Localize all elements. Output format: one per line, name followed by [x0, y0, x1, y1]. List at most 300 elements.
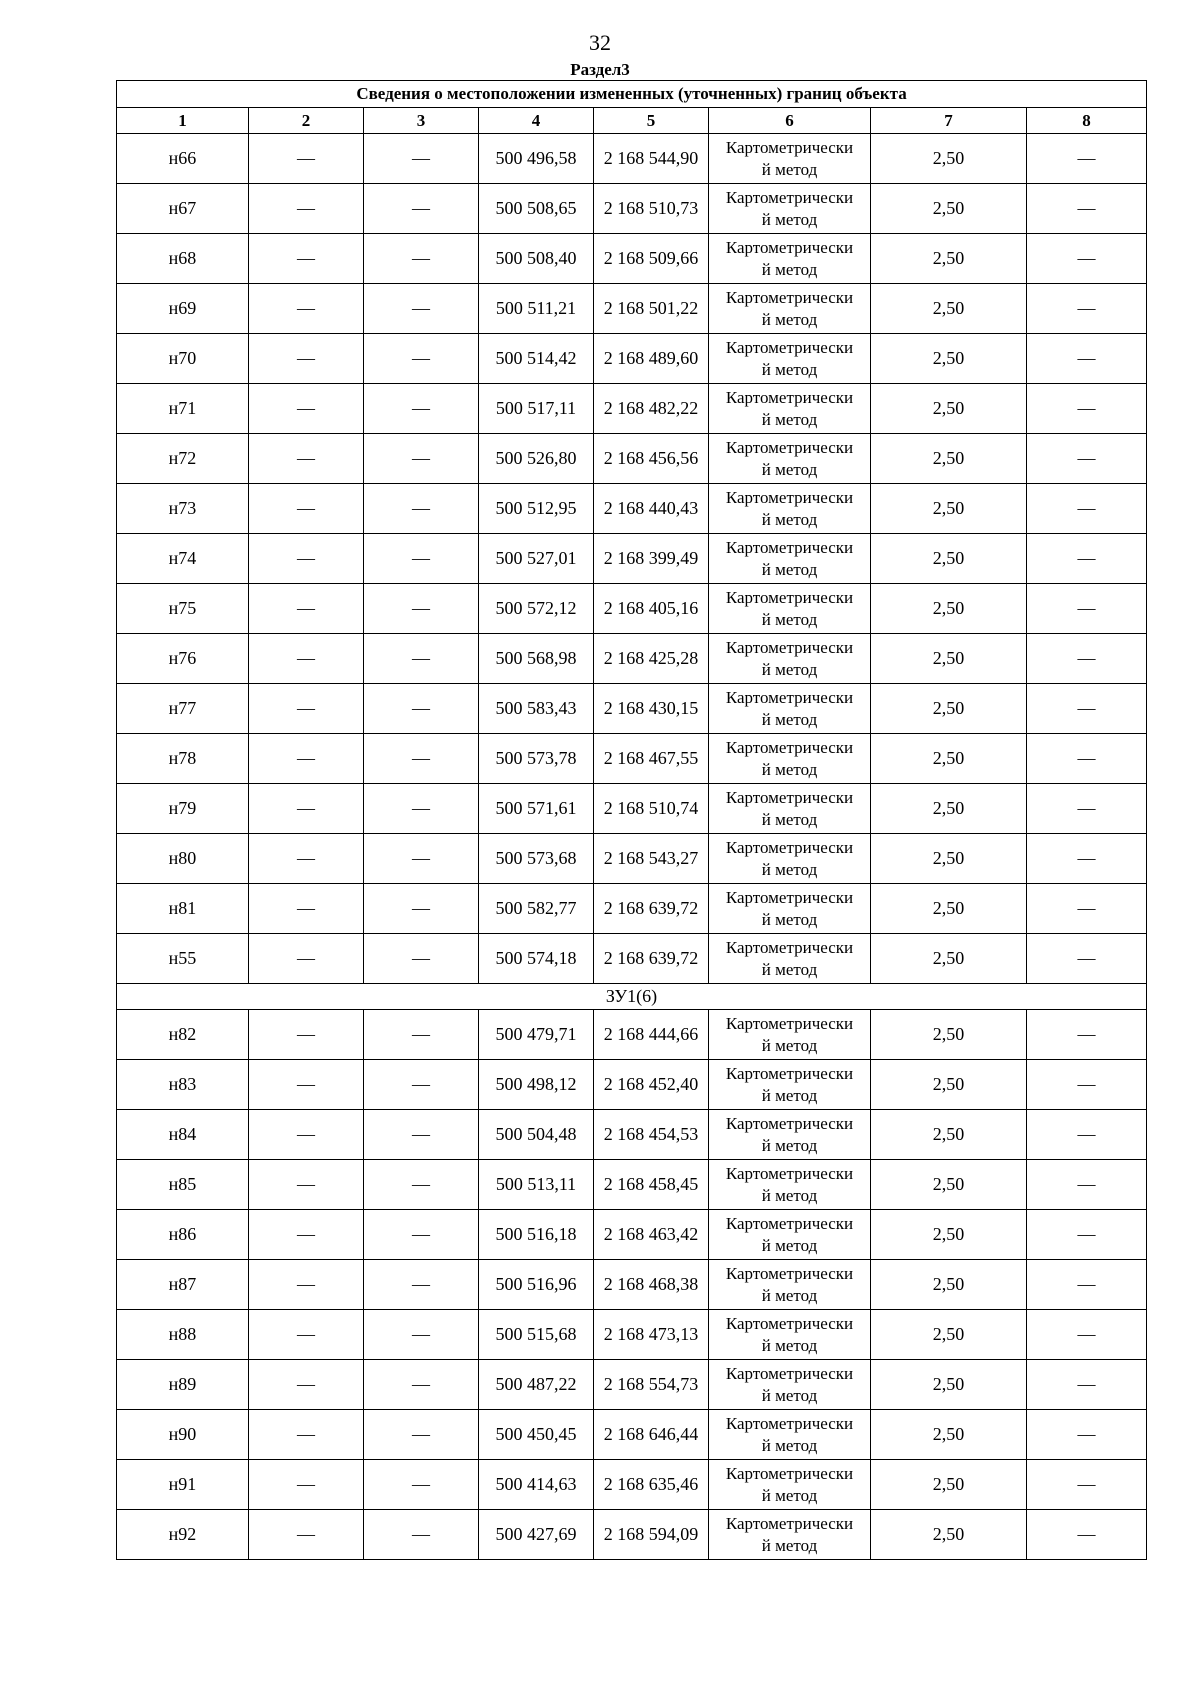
point-name-cell: н88 — [117, 1310, 249, 1360]
table-row — [117, 934, 1147, 984]
point-name-cell: н87 — [117, 1260, 249, 1310]
dash-cell: — — [364, 784, 479, 834]
method-text-line-1: Картометрически — [725, 837, 854, 857]
method-text-line-2: й метод — [761, 1485, 818, 1505]
dash-cell: — — [364, 684, 479, 734]
accuracy-cell: 2,50 — [871, 1310, 1027, 1360]
dash-cell: — — [364, 184, 479, 234]
dash-cell: — — [249, 1460, 364, 1510]
table-row — [117, 834, 1147, 884]
method-text-line-2: й метод — [761, 359, 818, 379]
page-number: 32 — [589, 30, 611, 55]
dash-cell: — — [249, 1110, 364, 1160]
method-text-line-1: Картометрически — [725, 1413, 854, 1433]
method-text-line-1: Картометрически — [725, 1313, 854, 1333]
y-coordinate-cell: 2 168 463,42 — [594, 1210, 709, 1260]
table-row — [117, 1510, 1147, 1560]
x-coordinate-cell: 500 508,65 — [479, 184, 594, 234]
y-coordinate-cell: 2 168 489,60 — [594, 334, 709, 384]
dash-cell: — — [1027, 384, 1147, 434]
table-row — [117, 634, 1147, 684]
group-label: ЗУ1(6) — [117, 984, 1147, 1010]
method-text-line-2: й метод — [761, 609, 818, 629]
dash-cell: — — [1027, 234, 1147, 284]
point-name-cell: н80 — [117, 834, 249, 884]
table-row — [117, 1110, 1147, 1160]
dash-cell: — — [364, 334, 479, 384]
dash-cell: — — [249, 384, 364, 434]
dash-cell: — — [1027, 1510, 1147, 1560]
accuracy-cell: 2,50 — [871, 684, 1027, 734]
table-row — [117, 184, 1147, 234]
method-text-line-1: Картометрически — [725, 537, 854, 557]
point-name-cell: н68 — [117, 234, 249, 284]
accuracy-cell: 2,50 — [871, 1160, 1027, 1210]
point-name-cell: н91 — [117, 1460, 249, 1510]
column-header-1: 1 — [117, 108, 249, 134]
table-row — [117, 784, 1147, 834]
table-row — [117, 1360, 1147, 1410]
dash-cell: — — [364, 1410, 479, 1460]
table-title-row — [117, 81, 1147, 108]
column-header-6: 6 — [709, 108, 871, 134]
table-row — [117, 1460, 1147, 1510]
x-coordinate-cell: 500 496,58 — [479, 134, 594, 184]
dash-cell: — — [1027, 634, 1147, 684]
y-coordinate-cell: 2 168 501,22 — [594, 284, 709, 334]
y-coordinate-cell: 2 168 440,43 — [594, 484, 709, 534]
y-coordinate-cell: 2 168 425,28 — [594, 634, 709, 684]
method-cell — [709, 284, 871, 334]
method-text-line-1: Картометрически — [725, 1013, 854, 1033]
method-text-line-1: Картометрически — [725, 437, 854, 457]
dash-cell: — — [364, 384, 479, 434]
y-coordinate-cell: 2 168 646,44 — [594, 1410, 709, 1460]
method-text-line-2: й метод — [761, 259, 818, 279]
dash-cell: — — [249, 684, 364, 734]
method-cell — [709, 1210, 871, 1260]
dash-cell: — — [364, 634, 479, 684]
accuracy-cell: 2,50 — [871, 634, 1027, 684]
dash-cell: — — [1027, 1460, 1147, 1510]
x-coordinate-cell: 500 573,78 — [479, 734, 594, 784]
method-text-line-1: Картометрически — [725, 1463, 854, 1483]
point-name-cell: н70 — [117, 334, 249, 384]
table-row — [117, 584, 1147, 634]
accuracy-cell: 2,50 — [871, 484, 1027, 534]
y-coordinate-cell: 2 168 639,72 — [594, 884, 709, 934]
x-coordinate-cell: 500 574,18 — [479, 934, 594, 984]
point-name-cell: н78 — [117, 734, 249, 784]
dash-cell: — — [364, 584, 479, 634]
method-cell — [709, 134, 871, 184]
dash-cell: — — [364, 534, 479, 584]
method-text-line-2: й метод — [761, 1185, 818, 1205]
dash-cell: — — [249, 134, 364, 184]
accuracy-cell: 2,50 — [871, 384, 1027, 434]
method-text-line-2: й метод — [761, 809, 818, 829]
method-text-line-2: й метод — [761, 1385, 818, 1405]
y-coordinate-cell: 2 168 473,13 — [594, 1310, 709, 1360]
method-text-line-1: Картометрически — [725, 737, 854, 757]
method-text-line-1: Картометрически — [725, 1113, 854, 1133]
dash-cell: — — [1027, 434, 1147, 484]
dash-cell: — — [249, 934, 364, 984]
table-row — [117, 434, 1147, 484]
method-cell — [709, 1360, 871, 1410]
method-text-line-1: Картометрически — [725, 1163, 854, 1183]
accuracy-cell: 2,50 — [871, 1460, 1027, 1510]
method-text-line-1: Картометрически — [725, 487, 854, 507]
y-coordinate-cell: 2 168 456,56 — [594, 434, 709, 484]
method-text-line-1: Картометрически — [725, 1213, 854, 1233]
dash-cell: — — [249, 584, 364, 634]
dash-cell: — — [1027, 534, 1147, 584]
table-row — [117, 1410, 1147, 1460]
dash-cell: — — [364, 934, 479, 984]
method-text-line-1: Картометрически — [725, 187, 854, 207]
point-name-cell: н84 — [117, 1110, 249, 1160]
method-text-line-2: й метод — [761, 209, 818, 229]
dash-cell: — — [1027, 484, 1147, 534]
method-text-line-1: Картометрически — [725, 637, 854, 657]
method-text-line-1: Картометрически — [725, 887, 854, 907]
method-cell — [709, 1410, 871, 1460]
method-cell — [709, 434, 871, 484]
coordinates-table — [116, 80, 1147, 1560]
point-name-cell: н75 — [117, 584, 249, 634]
table-row — [117, 134, 1147, 184]
x-coordinate-cell: 500 514,42 — [479, 334, 594, 384]
dash-cell: — — [364, 1010, 479, 1060]
accuracy-cell: 2,50 — [871, 1010, 1027, 1060]
method-cell — [709, 884, 871, 934]
dash-cell: — — [249, 484, 364, 534]
dash-cell: — — [249, 884, 364, 934]
point-name-cell: н74 — [117, 534, 249, 584]
dash-cell: — — [249, 1310, 364, 1360]
table-row — [117, 1210, 1147, 1260]
x-coordinate-cell: 500 513,11 — [479, 1160, 594, 1210]
column-header-3: 3 — [364, 108, 479, 134]
method-text-line-1: Картометрически — [725, 787, 854, 807]
method-text-line-2: й метод — [761, 309, 818, 329]
dash-cell: — — [249, 634, 364, 684]
accuracy-cell: 2,50 — [871, 284, 1027, 334]
method-text-line-1: Картометрически — [725, 387, 854, 407]
dash-cell: — — [1027, 334, 1147, 384]
point-name-cell: н66 — [117, 134, 249, 184]
accuracy-cell: 2,50 — [871, 1060, 1027, 1110]
section-label: Раздел3 — [570, 60, 630, 79]
method-text-line-2: й метод — [761, 1085, 818, 1105]
x-coordinate-cell: 500 511,21 — [479, 284, 594, 334]
dash-cell: — — [364, 834, 479, 884]
method-text-line-1: Картометрически — [725, 1513, 854, 1533]
point-name-cell: н82 — [117, 1010, 249, 1060]
accuracy-cell: 2,50 — [871, 734, 1027, 784]
point-name-cell: н76 — [117, 634, 249, 684]
point-name-cell: н79 — [117, 784, 249, 834]
x-coordinate-cell: 500 427,69 — [479, 1510, 594, 1560]
dash-cell: — — [364, 284, 479, 334]
dash-cell: — — [364, 734, 479, 784]
method-cell — [709, 534, 871, 584]
table-header-row — [117, 108, 1147, 134]
accuracy-cell: 2,50 — [871, 434, 1027, 484]
x-coordinate-cell: 500 414,63 — [479, 1460, 594, 1510]
point-name-cell: н81 — [117, 884, 249, 934]
method-text-line-2: й метод — [761, 559, 818, 579]
dash-cell: — — [1027, 884, 1147, 934]
y-coordinate-cell: 2 168 544,90 — [594, 134, 709, 184]
table-row — [117, 1310, 1147, 1360]
dash-cell: — — [364, 1360, 479, 1410]
accuracy-cell: 2,50 — [871, 234, 1027, 284]
method-cell — [709, 1510, 871, 1560]
dash-cell: — — [1027, 834, 1147, 884]
point-name-cell: н85 — [117, 1160, 249, 1210]
dash-cell: — — [249, 184, 364, 234]
column-header-2: 2 — [249, 108, 364, 134]
dash-cell: — — [364, 234, 479, 284]
x-coordinate-cell: 500 516,96 — [479, 1260, 594, 1310]
accuracy-cell: 2,50 — [871, 334, 1027, 384]
method-text-line-1: Картометрически — [725, 1063, 854, 1083]
dash-cell: — — [249, 1060, 364, 1110]
dash-cell: — — [364, 1310, 479, 1360]
x-coordinate-cell: 500 572,12 — [479, 584, 594, 634]
dash-cell: — — [249, 334, 364, 384]
y-coordinate-cell: 2 168 639,72 — [594, 934, 709, 984]
method-text-line-2: й метод — [761, 1135, 818, 1155]
dash-cell: — — [249, 784, 364, 834]
dash-cell: — — [364, 1210, 479, 1260]
dash-cell: — — [1027, 134, 1147, 184]
x-coordinate-cell: 500 517,11 — [479, 384, 594, 434]
group-row — [117, 984, 1147, 1010]
dash-cell: — — [249, 434, 364, 484]
method-text-line-2: й метод — [761, 159, 818, 179]
table-row — [117, 1010, 1147, 1060]
dash-cell: — — [1027, 1010, 1147, 1060]
method-cell — [709, 334, 871, 384]
accuracy-cell: 2,50 — [871, 584, 1027, 634]
table-row — [117, 284, 1147, 334]
column-header-5: 5 — [594, 108, 709, 134]
accuracy-cell: 2,50 — [871, 834, 1027, 884]
point-name-cell: н69 — [117, 284, 249, 334]
dash-cell: — — [364, 134, 479, 184]
y-coordinate-cell: 2 168 458,45 — [594, 1160, 709, 1210]
dash-cell: — — [249, 1360, 364, 1410]
dash-cell: — — [364, 484, 479, 534]
method-text-line-2: й метод — [761, 859, 818, 879]
method-cell — [709, 734, 871, 784]
x-coordinate-cell: 500 504,48 — [479, 1110, 594, 1160]
dash-cell: — — [1027, 1160, 1147, 1210]
dash-cell: — — [249, 1410, 364, 1460]
y-coordinate-cell: 2 168 510,73 — [594, 184, 709, 234]
table-row — [117, 884, 1147, 934]
point-name-cell: н92 — [117, 1510, 249, 1560]
x-coordinate-cell: 500 512,95 — [479, 484, 594, 534]
x-coordinate-cell: 500 508,40 — [479, 234, 594, 284]
accuracy-cell: 2,50 — [871, 1110, 1027, 1160]
accuracy-cell: 2,50 — [871, 934, 1027, 984]
accuracy-cell: 2,50 — [871, 1510, 1027, 1560]
method-text-line-1: Картометрически — [725, 687, 854, 707]
method-cell — [709, 184, 871, 234]
accuracy-cell: 2,50 — [871, 1360, 1027, 1410]
method-cell — [709, 1110, 871, 1160]
method-text-line-2: й метод — [761, 1335, 818, 1355]
x-coordinate-cell: 500 487,22 — [479, 1360, 594, 1410]
dash-cell: — — [249, 284, 364, 334]
dash-cell: — — [364, 1260, 479, 1310]
y-coordinate-cell: 2 168 405,16 — [594, 584, 709, 634]
method-cell — [709, 934, 871, 984]
x-coordinate-cell: 500 583,43 — [479, 684, 594, 734]
method-cell — [709, 634, 871, 684]
method-text-line-1: Картометрически — [725, 237, 854, 257]
point-name-cell: н72 — [117, 434, 249, 484]
dash-cell: — — [1027, 1310, 1147, 1360]
method-text-line-2: й метод — [761, 1035, 818, 1055]
point-name-cell: н77 — [117, 684, 249, 734]
dash-cell: — — [1027, 684, 1147, 734]
dash-cell: — — [1027, 284, 1147, 334]
dash-cell: — — [364, 434, 479, 484]
method-cell — [709, 1010, 871, 1060]
method-cell — [709, 1310, 871, 1360]
method-text-line-2: й метод — [761, 659, 818, 679]
table-row — [117, 734, 1147, 784]
dash-cell: — — [249, 1160, 364, 1210]
dash-cell: — — [1027, 584, 1147, 634]
method-text-line-1: Картометрически — [725, 287, 854, 307]
x-coordinate-cell: 500 573,68 — [479, 834, 594, 884]
table-row — [117, 1060, 1147, 1110]
column-header-7: 7 — [871, 108, 1027, 134]
dash-cell: — — [249, 534, 364, 584]
method-text-line-2: й метод — [761, 959, 818, 979]
accuracy-cell: 2,50 — [871, 184, 1027, 234]
x-coordinate-cell: 500 527,01 — [479, 534, 594, 584]
method-cell — [709, 484, 871, 534]
method-text-line-1: Картометрически — [725, 137, 854, 157]
dash-cell: — — [364, 1160, 479, 1210]
method-text-line-1: Картометрически — [725, 937, 854, 957]
point-name-cell: н83 — [117, 1060, 249, 1110]
method-text-line-1: Картометрически — [725, 587, 854, 607]
table-title: Сведения о местоположении измененных (уточненных) границ объекта — [117, 81, 1147, 108]
accuracy-cell: 2,50 — [871, 134, 1027, 184]
dash-cell: — — [1027, 734, 1147, 784]
y-coordinate-cell: 2 168 452,40 — [594, 1060, 709, 1110]
table-row — [117, 534, 1147, 584]
method-text-line-1: Картометрически — [725, 1363, 854, 1383]
dash-cell: — — [1027, 934, 1147, 984]
point-name-cell: н89 — [117, 1360, 249, 1410]
table-row — [117, 1160, 1147, 1210]
method-text-line-2: й метод — [761, 709, 818, 729]
dash-cell: — — [249, 734, 364, 784]
method-cell — [709, 1460, 871, 1510]
y-coordinate-cell: 2 168 468,38 — [594, 1260, 709, 1310]
x-coordinate-cell: 500 568,98 — [479, 634, 594, 684]
accuracy-cell: 2,50 — [871, 534, 1027, 584]
method-text-line-1: Картометрически — [725, 1263, 854, 1283]
point-name-cell: н67 — [117, 184, 249, 234]
dash-cell: — — [364, 1110, 479, 1160]
point-name-cell: н73 — [117, 484, 249, 534]
method-text-line-2: й метод — [761, 759, 818, 779]
dash-cell: — — [364, 1060, 479, 1110]
accuracy-cell: 2,50 — [871, 784, 1027, 834]
point-name-cell: н55 — [117, 934, 249, 984]
point-name-cell: н71 — [117, 384, 249, 434]
y-coordinate-cell: 2 168 554,73 — [594, 1360, 709, 1410]
table-row — [117, 334, 1147, 384]
accuracy-cell: 2,50 — [871, 1210, 1027, 1260]
x-coordinate-cell: 500 479,71 — [479, 1010, 594, 1060]
x-coordinate-cell: 500 582,77 — [479, 884, 594, 934]
dash-cell: — — [249, 234, 364, 284]
point-name-cell: н86 — [117, 1210, 249, 1260]
dash-cell: — — [1027, 1110, 1147, 1160]
x-coordinate-cell: 500 526,80 — [479, 434, 594, 484]
method-cell — [709, 1060, 871, 1110]
method-text-line-1: Картометрически — [725, 337, 854, 357]
x-coordinate-cell: 500 515,68 — [479, 1310, 594, 1360]
dash-cell: — — [1027, 784, 1147, 834]
y-coordinate-cell: 2 168 430,15 — [594, 684, 709, 734]
accuracy-cell: 2,50 — [871, 884, 1027, 934]
dash-cell: — — [364, 1460, 479, 1510]
method-cell — [709, 234, 871, 284]
x-coordinate-cell: 500 571,61 — [479, 784, 594, 834]
dash-cell: — — [249, 1210, 364, 1260]
accuracy-cell: 2,50 — [871, 1410, 1027, 1460]
y-coordinate-cell: 2 168 482,22 — [594, 384, 709, 434]
method-cell — [709, 1160, 871, 1210]
dash-cell: — — [249, 1510, 364, 1560]
dash-cell: — — [364, 884, 479, 934]
y-coordinate-cell: 2 168 509,66 — [594, 234, 709, 284]
y-coordinate-cell: 2 168 444,66 — [594, 1010, 709, 1060]
method-cell — [709, 684, 871, 734]
x-coordinate-cell: 500 498,12 — [479, 1060, 594, 1110]
method-text-line-2: й метод — [761, 459, 818, 479]
method-text-line-2: й метод — [761, 1285, 818, 1305]
x-coordinate-cell: 500 450,45 — [479, 1410, 594, 1460]
dash-cell: — — [1027, 184, 1147, 234]
point-name-cell: н90 — [117, 1410, 249, 1460]
dash-cell: — — [1027, 1410, 1147, 1460]
method-text-line-2: й метод — [761, 1535, 818, 1555]
method-text-line-2: й метод — [761, 509, 818, 529]
dash-cell: — — [1027, 1260, 1147, 1310]
y-coordinate-cell: 2 168 635,46 — [594, 1460, 709, 1510]
dash-cell: — — [364, 1510, 479, 1560]
table-row — [117, 484, 1147, 534]
table-row — [117, 684, 1147, 734]
method-cell — [709, 1260, 871, 1310]
method-cell — [709, 384, 871, 434]
table-row — [117, 1260, 1147, 1310]
y-coordinate-cell: 2 168 454,53 — [594, 1110, 709, 1160]
